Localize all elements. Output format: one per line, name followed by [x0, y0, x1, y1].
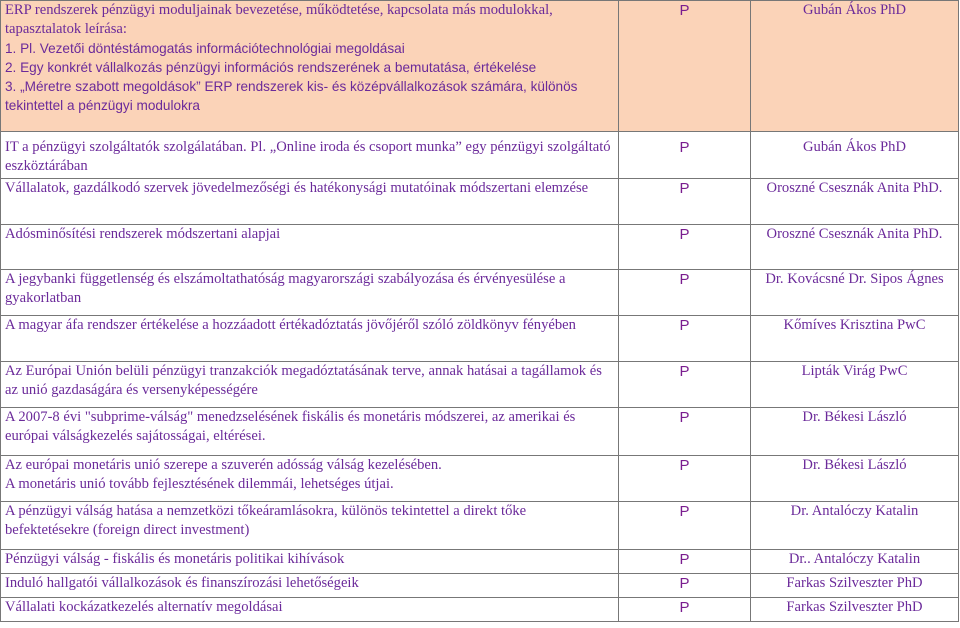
- topic-line: A magyar áfa rendszer értékelése a hozzáadott értékadóztatás jövőjéről szóló zöldkönyv fényében: [5, 317, 576, 333]
- topic-line: A jegybanki függetlenség és elszámoltathatóság magyarországi szabályozása és érvényesülése a gyakorlatban: [5, 271, 566, 306]
- topic-instructor: Farkas Szilveszter PhD: [751, 598, 959, 622]
- topic-title: [1, 1, 619, 132]
- topic-line: Adósminősítési rendszerek módszertani alapjai: [5, 226, 281, 242]
- topic-title: [1, 179, 619, 225]
- topic-instructor: Dr. Antalóczy Katalin: [751, 502, 959, 550]
- topic-title: [1, 316, 619, 362]
- topic-line: Az európai monetáris unió szerepe a szuverén adósság válság kezelésében.: [5, 457, 442, 473]
- topic-line: A monetáris unió tovább fejlesztésének dilemmái, lehetséges útjai.: [5, 476, 394, 492]
- table-row: [1, 408, 959, 456]
- topic-title: [1, 574, 619, 598]
- topic-type: P: [619, 316, 751, 362]
- topic-instructor: Dr. Békesi László: [751, 408, 959, 456]
- topic-instructor: Dr.. Antalóczy Katalin: [751, 550, 959, 574]
- topic-line: A 2007-8 évi "subprime-válság" menedzselésének fiskális és monetáris módszerei, az amerikai és európai válságkezelés sajátosságai, eltérései.: [5, 409, 576, 444]
- table-row: [1, 225, 959, 270]
- topic-type: P: [619, 550, 751, 574]
- table-row: [1, 1, 959, 132]
- topic-type: P: [619, 132, 751, 179]
- table-row: [1, 179, 959, 225]
- topic-line: Induló hallgatói vállalkozások és finanszírozási lehetőségeik: [5, 575, 359, 591]
- topic-line: Az Európai Unión belüli pénzügyi tranzakciók megadóztatásának terve, annak hatásai a tagállamok és az unió gazdaságára és versenyképességére: [5, 363, 602, 398]
- topic-line: 3. „Méretre szabott megoldások” ERP rendszerek kis- és középvállalkozások számára, különös tekintettel a pénzügyi modulokra: [5, 79, 578, 113]
- topic-title: [1, 502, 619, 550]
- table-row: [1, 132, 959, 179]
- topic-instructor: Dr. Békesi László: [751, 456, 959, 502]
- topic-type: P: [619, 1, 751, 132]
- topic-title: [1, 362, 619, 408]
- table-row: [1, 598, 959, 622]
- topic-title: [1, 550, 619, 574]
- topic-type: P: [619, 598, 751, 622]
- topic-line: 1. Pl. Vezetői döntéstámogatás információtechnológiai megoldásai: [5, 41, 405, 56]
- topic-line: ERP rendszerek pénzügyi moduljainak bevezetése, működtetése, kapcsolata más modulokkal, tapasztalatok leírása:: [5, 2, 553, 37]
- topic-title: [1, 270, 619, 316]
- topic-title: [1, 132, 619, 179]
- topic-title: [1, 456, 619, 502]
- topic-instructor: Kőmíves Krisztina PwC: [751, 316, 959, 362]
- topic-instructor: Farkas Szilveszter PhD: [751, 574, 959, 598]
- topic-type: P: [619, 179, 751, 225]
- topic-line: A pénzügyi válság hatása a nemzetközi tőkeáramlásokra, különös tekintettel a direkt tőke befektetésekre (foreign direct investment): [5, 503, 527, 538]
- topic-type: P: [619, 225, 751, 270]
- table-row: [1, 456, 959, 502]
- table-row: [1, 270, 959, 316]
- table-row: [1, 502, 959, 550]
- topic-type: P: [619, 270, 751, 316]
- topic-type: P: [619, 574, 751, 598]
- topic-line: Vállalati kockázatkezelés alternatív megoldásai: [5, 599, 283, 615]
- table-row: [1, 362, 959, 408]
- topic-line: 2. Egy konkrét vállalkozás pénzügyi információs rendszerének a bemutatása, értékelése: [5, 60, 537, 75]
- topic-type: P: [619, 408, 751, 456]
- topic-instructor: Gubán Ákos PhD: [751, 1, 959, 132]
- topic-instructor: Oroszné Csesznák Anita PhD.: [751, 225, 959, 270]
- table-row: [1, 316, 959, 362]
- topic-title: [1, 408, 619, 456]
- topic-instructor: Oroszné Csesznák Anita PhD.: [751, 179, 959, 225]
- table-row: [1, 550, 959, 574]
- topic-type: P: [619, 502, 751, 550]
- table-row: [1, 574, 959, 598]
- topic-line: IT a pénzügyi szolgáltatók szolgálatában. Pl. „Online iroda és csoport munka” egy pénzügyi szolgáltató eszköztárában: [5, 139, 611, 174]
- topic-instructor: Dr. Kovácsné Dr. Sipos Ágnes: [751, 270, 959, 316]
- topic-type: P: [619, 362, 751, 408]
- topic-instructor: Lipták Virág PwC: [751, 362, 959, 408]
- topic-line: Vállalatok, gazdálkodó szervek jövedelmezőségi és hatékonysági mutatóinak módszertani elemzése: [5, 180, 589, 196]
- topic-line: Pénzügyi válság - fiskális és monetáris politikai kihívások: [5, 551, 345, 567]
- topic-title: [1, 225, 619, 270]
- topic-instructor: Gubán Ákos PhD: [751, 132, 959, 179]
- topic-type: P: [619, 456, 751, 502]
- topic-title: [1, 598, 619, 622]
